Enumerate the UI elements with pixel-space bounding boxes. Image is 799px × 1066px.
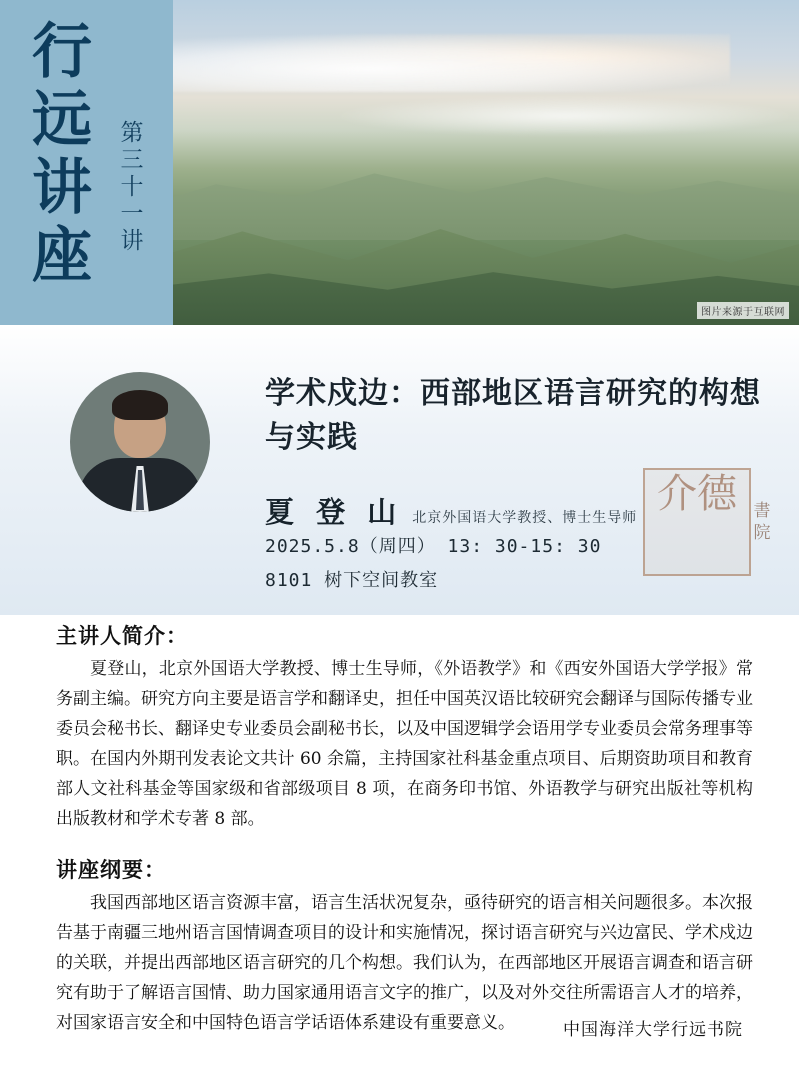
lecture-datetime: 2025.5.8（周四） 13: 30-15: 30	[265, 536, 602, 557]
speaker-affiliation: 北京外国语大学教授、博士生导师	[412, 510, 638, 526]
speaker-portrait	[70, 372, 210, 512]
seal-side-char-1: 書	[753, 501, 771, 521]
cloud-shape	[170, 34, 730, 92]
speaker-name: 夏 登 山	[265, 495, 403, 529]
seal-stamp: 介德	[643, 468, 751, 576]
lecture-body	[0, 620, 799, 1042]
image-credit-label: 图片来源于互联网	[697, 302, 789, 319]
episode-char-1: 第	[120, 120, 144, 146]
series-title-char-1: 行	[32, 17, 92, 87]
lecture-title: 学术戍边：西部地区语言研究的构想与实践	[265, 376, 761, 455]
section-abstract	[0, 854, 799, 1038]
section-speaker-bio	[0, 620, 799, 834]
series-title-char-3: 讲	[32, 153, 92, 223]
section-heading: 主讲人简介：	[56, 623, 188, 648]
episode-char-4: 一	[120, 201, 144, 227]
section-heading: 讲座纲要：	[56, 857, 166, 882]
mountain-ridge-far	[150, 150, 799, 240]
series-title	[20, 18, 104, 290]
seal-side-text	[753, 500, 771, 544]
cloud-shape-secondary	[330, 96, 799, 136]
series-title-char-4: 座	[32, 221, 92, 291]
episode-char-5: 讲	[120, 228, 144, 254]
seal-side-char-2: 院	[753, 523, 771, 543]
lecture-location: 8101 树下空间教室	[265, 570, 439, 591]
section-text: 我国西部地区语言资源丰富，语言生活状况复杂，亟待研究的语言相关问题很多。本次报告基于南疆三地州语言国情调查项目的设计和实施情况，探讨语言研究与兴边富民、学术戍边的关联，并提出西部地区语言研究的几个构想。我们认为，在西部地区开展语言调查和语言研究有助于了解语言国情、助力国家通用语言文字的推广，以及对外交往所需语言人才的培养，对国家语言安全和中国特色语言学话语体系建设有重要意义。	[56, 893, 753, 1033]
series-title-char-2: 远	[32, 85, 92, 155]
episode-char-3: 十	[120, 174, 144, 200]
episode-char-2: 三	[120, 147, 144, 173]
episode-number	[115, 120, 149, 255]
section-text: 夏登山，北京外国语大学教授、博士生导师，《外语教学》和《西安外国语大学学报》常务副主编。研究方向主要是语言学和翻译史，担任中国英汉语比较研究会翻译与国际传播专业委员会秘书长、翻译史专业委员会副秘书长，以及中国逻辑学会语用学专业委员会常务理事等职。在国内外期刊发表论文共计 60 余篇，主持国家社科基金重点项目、后期资助项目和教育部人文社科基金等国家级和省部级项目 8 项，在商务印书馆、外语教学与研究出版社等机构出版教材和学术专著 8 部。	[56, 659, 753, 829]
series-title-panel	[0, 0, 173, 325]
organizer-footer: 中国海洋大学行远书院	[563, 1020, 743, 1040]
section-gap	[0, 838, 799, 854]
portrait-hair-shape	[112, 390, 168, 420]
